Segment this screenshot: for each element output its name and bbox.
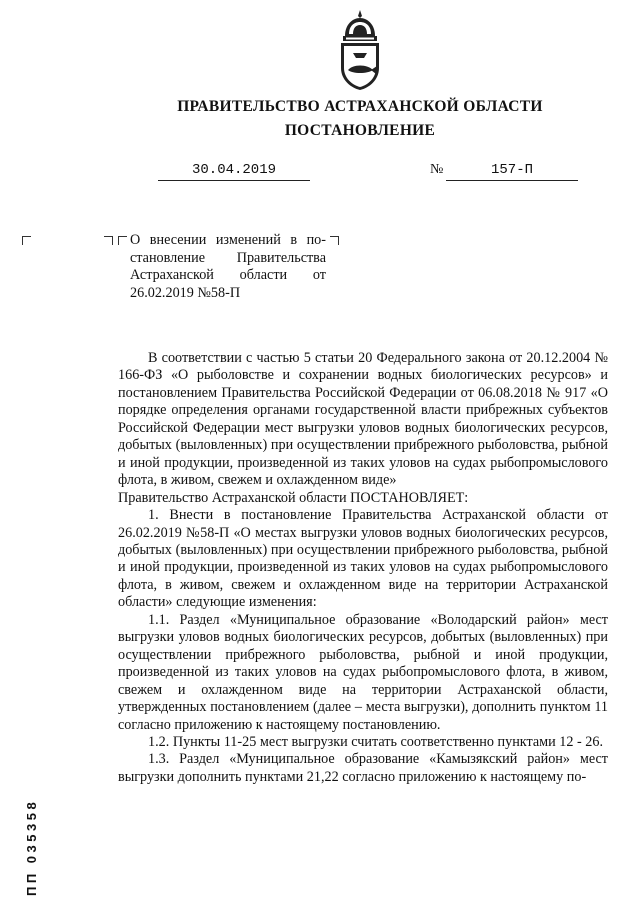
document-date: 30.04.2019	[158, 162, 310, 181]
number-sign: №	[430, 162, 444, 177]
subject-line: становление Правительства	[130, 249, 326, 266]
preamble-paragraph: В соответствии с частью 5 статьи 20 Федерального закона от 20.12.2004 № 166-ФЗ «О рыболовстве и сохранении водных биологических ресурсов» и постановлением Правительства Российской Федерации от 06.08.2018 № 917 «О порядке определения органами государственной власти прибрежных субъектов Российской Федерации мест выгрузки уловов водных биологических ресурсов, добытых (выловленных) при осуществлении прибрежного рыболовства, рыбной и иной продукции, произведенной из таких уловов на судах рыбопромыслового флота, в живом, свежем и охлажденном виде»	[118, 350, 608, 489]
subject-line: Астраханской области от	[130, 267, 326, 283]
decree-line: Правительство Астраханской области ПОСТАНОВЛЯЕТ:	[118, 489, 469, 506]
item-1-3-paragraph: 1.3. Раздел «Муниципальное образование «Камызякский район» мест выгрузки дополнить пунктами 21,22 согласно приложению к настоящему по-	[118, 751, 608, 785]
document-body	[118, 350, 608, 786]
document-number: 157-П	[446, 162, 578, 181]
corner-mark-subject-a	[104, 236, 113, 245]
corner-mark-subject-b	[118, 236, 127, 245]
item-1-2-paragraph: 1.2. Пункты 11-25 мест выгрузки считать соответственно пунктами 12 - 26.	[148, 733, 604, 750]
subject-line: О внесении изменений в по-	[130, 232, 326, 248]
organization-title: ПРАВИТЕЛЬСТВО АСТРАХАНСКОЙ ОБЛАСТИ	[177, 98, 543, 115]
form-serial-number: ПП 035358	[24, 798, 39, 896]
document-type: ПОСТАНОВЛЕНИЕ	[284, 122, 436, 139]
item-1-1-paragraph: 1.1. Раздел «Муниципальное образование «Володарский район» мест выгрузки уловов водных биологических ресурсов, добытых (выловленных) при осуществлении прибрежного рыболовства, рыбной и иной продукции, произведенной из таких уловов на судах рыбопромыслового флота, в живом, свежем и охлажденном виде на территории Астраханской области, утвержденных постановлением (далее – места выгрузки), дополнить пунктом 11 согласно приложению к настоящему постановлению.	[118, 611, 608, 733]
item-1-paragraph: 1. Внести в постановление Правительства Астраханской области от 26.02.2019 №58-П «О местах выгрузки уловов водных биологических ресурсов, добытых (выловленных) при осуществлении прибрежного рыболовства, рыбной и иной продукции, произведенной из таких уловов на судах рыбопромыслового флота, в живом, свежем и охлажденном виде на территории Астраханской области» следующие изменения:	[118, 507, 608, 611]
document-subject	[130, 232, 326, 302]
coat-of-arms-icon	[333, 8, 387, 92]
subject-line: 26.02.2019 №58-П	[130, 284, 241, 301]
corner-mark-right	[330, 236, 339, 245]
corner-mark-left	[22, 236, 31, 245]
